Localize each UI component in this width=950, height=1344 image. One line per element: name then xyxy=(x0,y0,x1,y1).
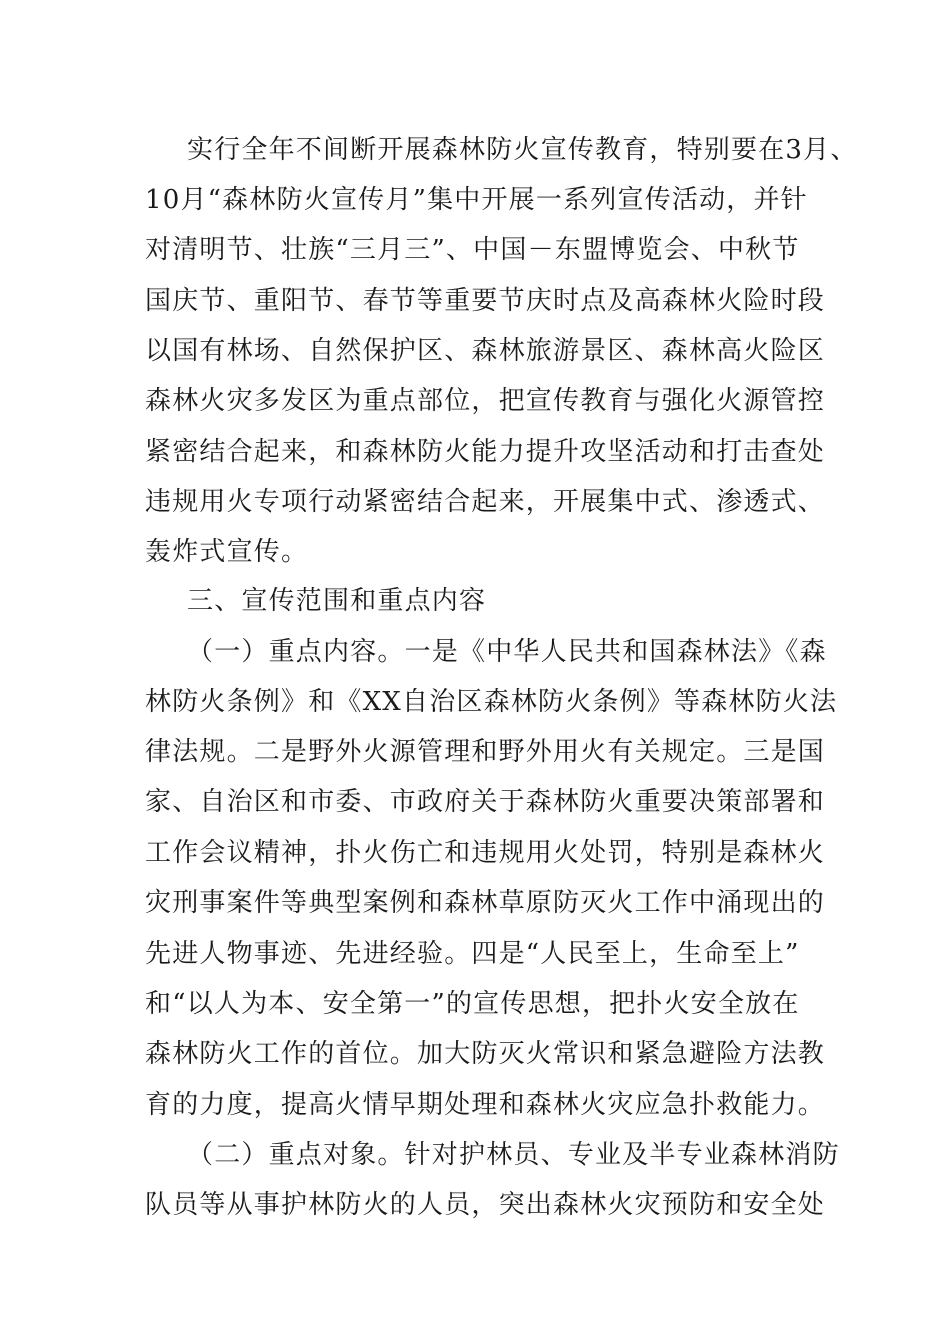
paragraph-line: 律法规。二是野外火源管理和野外用火有关规定。三是国 xyxy=(145,737,826,767)
paragraph-line: 以国有林场、自然保护区、森林旅游景区、森林高火险区 xyxy=(145,336,826,366)
paragraph-line: 家、自治区和市委、市政府关于森林防火重要决策部署和 xyxy=(145,787,826,817)
paragraph-line: （二）重点对象。针对护林员、专业及半专业森林消防 xyxy=(187,1140,840,1170)
paragraph-line: 实行全年不间断开展森林防火宣传教育，特别要在3月、 xyxy=(187,135,858,165)
paragraph-line: 先进人物事迹、先进经验。四是“人民至上，生命至上” xyxy=(145,939,800,969)
paragraph-line: 和“以人为本、安全第一”的宣传思想，把扑火安全放在 xyxy=(145,989,800,1019)
section-heading: 三、宣传范围和重点内容 xyxy=(187,586,487,616)
paragraph-line: 国庆节、重阳节、春节等重要节庆时点及高森林火险时段 xyxy=(145,286,826,316)
paragraph-line: 对清明节、壮族“三月三”、中国－东盟博览会、中秋节 xyxy=(145,235,800,265)
paragraph-line: 灾刑事案件等典型案例和森林草原防灭火工作中涌现出的 xyxy=(145,888,826,918)
paragraph-line: 育的力度，提高火情早期处理和森林火灾应急扑救能力。 xyxy=(145,1090,826,1120)
paragraph-line: 队员等从事护林防火的人员，突出森林火灾预防和安全处 xyxy=(145,1190,826,1220)
paragraph-line: 工作会议精神，扑火伤亡和违规用火处罚，特别是森林火 xyxy=(145,838,826,868)
paragraph-line: 林防火条例》和《XX自治区森林防火条例》等森林防火法 xyxy=(145,687,838,717)
paragraph-line: 10月“森林防火宣传月”集中开展一系列宣传活动，并针 xyxy=(145,185,808,215)
paragraph-line: 森林火灾多发区为重点部位，把宣传教育与强化火源管控 xyxy=(145,386,826,416)
paragraph-line: 违规用火专项行动紧密结合起来，开展集中式、渗透式、 xyxy=(145,487,826,517)
paragraph-line: 森林防火工作的首位。加大防灭火常识和紧急避险方法教 xyxy=(145,1039,826,1069)
paragraph-line: （一）重点内容。一是《中华人民共和国森林法》《森 xyxy=(187,637,827,667)
paragraph-line: 紧密结合起来，和森林防火能力提升攻坚活动和打击查处 xyxy=(145,437,826,467)
paragraph-line: 轰炸式宣传。 xyxy=(145,537,309,567)
